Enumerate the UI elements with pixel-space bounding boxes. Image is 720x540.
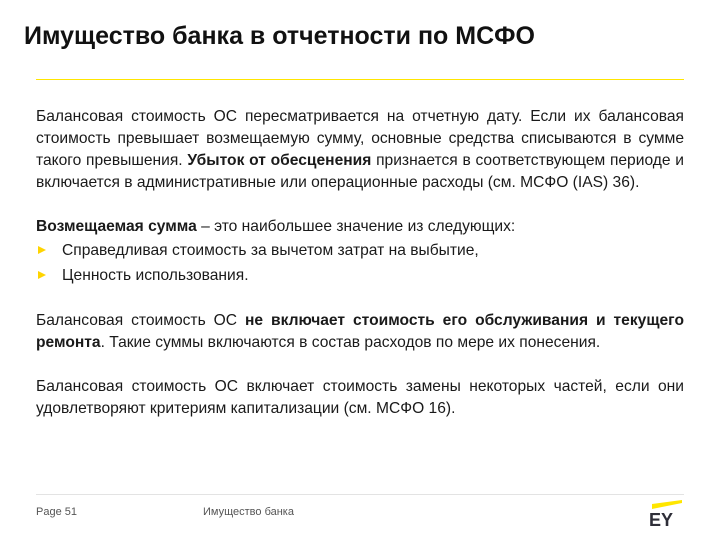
p2-text: – это наибольшее значение из следующих: bbox=[201, 218, 516, 235]
paragraph-recoverable-amount bbox=[36, 216, 684, 238]
footer-divider bbox=[36, 494, 684, 495]
page-number: Page 51 bbox=[36, 506, 77, 518]
footer-title: Имущество банка bbox=[203, 506, 294, 518]
list-item-label: Ценность использования. bbox=[62, 267, 249, 284]
slide-title: Имущество банка в отчетности по МСФО bbox=[24, 22, 535, 50]
bullet-arrow-icon bbox=[38, 246, 46, 254]
p3-text-end: . Такие суммы включаются в состав расходов по мере их понесения. bbox=[100, 334, 601, 351]
p1-bold-impairment-loss: Убыток от обесценения bbox=[187, 152, 372, 169]
p1-text-end: признается в соответствующем периоде и включается в административные или операционные расходы (см. МСФО (IAS) 36). bbox=[36, 152, 684, 191]
list-item bbox=[36, 238, 684, 263]
list-item bbox=[36, 263, 684, 288]
title-divider bbox=[36, 79, 684, 80]
p3-text-start: Балансовая стоимость ОС bbox=[36, 312, 238, 329]
list-item-label: Справедливая стоимость за вычетом затрат на выбытие, bbox=[62, 242, 479, 259]
recoverable-amount-list bbox=[36, 238, 684, 288]
paragraph-replacement-parts: Балансовая стоимость ОС включает стоимость замены некоторых частей, если они удовлетворяют критериям капитализации (см. МСФО 16). bbox=[36, 378, 684, 417]
paragraph-carrying-amount bbox=[36, 106, 684, 194]
bullet-arrow-icon bbox=[38, 271, 46, 279]
paragraph-maintenance bbox=[36, 310, 684, 354]
ey-logo-icon bbox=[648, 500, 684, 528]
svg-text:EY: EY bbox=[649, 510, 674, 528]
p3-bold-excludes-maintenance: не включает стоимость его обслуживания и текущего ремонта bbox=[36, 312, 684, 351]
slide-content bbox=[36, 106, 684, 420]
p2-bold-recoverable-amount: Возмещаемая сумма bbox=[36, 218, 197, 235]
p1-text-start: Балансовая стоимость ОС пересматривается на отчетную дату. Если их балансовая стоимость превышает возмещаемую сумму, основные средства списываются в сумме такого превышения. bbox=[36, 108, 684, 169]
